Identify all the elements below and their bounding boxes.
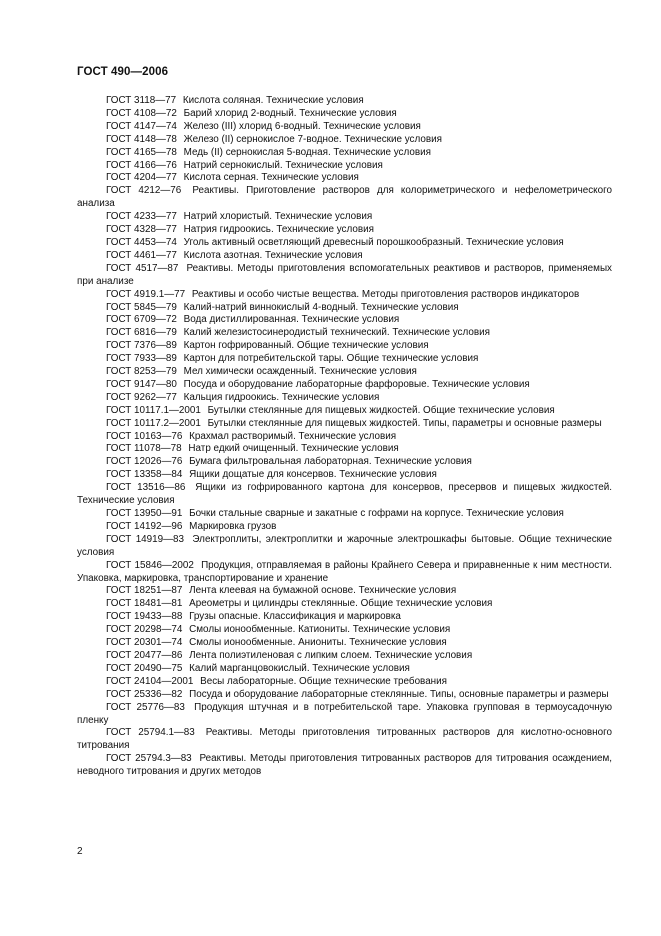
reference-item — [77, 211, 612, 224]
reference-item — [77, 418, 612, 431]
reference-item — [77, 650, 612, 663]
reference-title: Реактивы и особо чистые вещества. Методы приготовления растворов индикаторов — [191, 288, 580, 300]
reference-code: ГОСТ 4461—77 — [106, 249, 177, 261]
reference-code: ГОСТ 20298—74 — [106, 624, 183, 636]
reference-item — [77, 521, 612, 534]
reference-code: ГОСТ 6816—79 — [106, 327, 177, 339]
reference-code: ГОСТ 4165—78 — [106, 146, 177, 158]
reference-title: Реактивы. Методы приготовления титрованных растворов для титрования осаждением, неводного титрования и других методов — [77, 753, 613, 778]
reference-code: ГОСТ 7933—89 — [106, 353, 177, 365]
page-header-title: ГОСТ 490—2006 — [77, 66, 169, 78]
reference-item — [77, 456, 612, 469]
reference-title: Крахмал растворимый. Технические условия — [189, 430, 397, 442]
reference-code: ГОСТ 20490—75 — [106, 662, 183, 674]
reference-item — [77, 663, 612, 676]
reference-code: ГОСТ 10163—76 — [106, 430, 183, 442]
reference-title: Бутылки стеклянные для пищевых жидкостей. Общие технические условия — [207, 404, 555, 416]
reference-item — [77, 534, 612, 560]
reference-title: Ящики дощатые для консервов. Технические условия — [189, 469, 437, 481]
reference-item — [77, 727, 612, 753]
reference-item — [77, 108, 612, 121]
reference-title: Грузы опасные. Классификация и маркировка — [189, 611, 401, 623]
reference-title: Бутылки стеклянные для пищевых жидкостей. Типы, параметры и основные размеры — [207, 417, 602, 429]
reference-title: Калий марганцовокислый. Технические условия — [189, 662, 410, 674]
reference-title: Лента клеевая на бумажной основе. Технические условия — [189, 585, 457, 597]
reference-code: ГОСТ 14919—83 — [106, 533, 185, 545]
reference-code: ГОСТ 13358—84 — [106, 469, 183, 481]
reference-item — [77, 598, 612, 611]
reference-item — [77, 160, 612, 173]
reference-item — [77, 224, 612, 237]
reference-code: ГОСТ 4919.1—77 — [106, 288, 186, 300]
reference-item — [77, 263, 612, 289]
reference-list — [77, 95, 612, 779]
reference-item — [77, 676, 612, 689]
reference-item — [77, 624, 612, 637]
reference-title: Смолы ионообменные. Аниониты. Технические условия — [189, 637, 447, 649]
reference-code: ГОСТ 19433—88 — [106, 611, 183, 623]
reference-item — [77, 327, 612, 340]
reference-title: Калий-натрий виннокислый 4-водный. Технические условия — [183, 301, 459, 313]
reference-item — [77, 302, 612, 315]
reference-code: ГОСТ 25794.3—83 — [106, 753, 192, 765]
reference-code: ГОСТ 20301—74 — [106, 637, 183, 649]
reference-title: Медь (II) сернокислая 5-водная. Технические условия — [183, 146, 431, 158]
reference-item — [77, 443, 612, 456]
reference-title: Натрий хлористый. Технические условия — [183, 211, 373, 223]
reference-title: Натрий сернокислый. Технические условия — [183, 159, 383, 171]
reference-title: Реактивы. Методы приготовления титрованных растворов для кислотно-основного титрования — [77, 727, 612, 752]
reference-code: ГОСТ 4108—72 — [106, 107, 177, 119]
reference-item — [77, 121, 612, 134]
reference-code: ГОСТ 18481—81 — [106, 598, 183, 610]
reference-item — [77, 508, 612, 521]
reference-item — [77, 702, 612, 728]
reference-code: ГОСТ 25794.1—83 — [106, 727, 195, 739]
reference-code: ГОСТ 4233—77 — [106, 211, 177, 223]
reference-item — [77, 340, 612, 353]
reference-title: Электроплиты, электроплитки и жарочные электрошкафы бытовые. Общие технические условия — [77, 533, 612, 558]
reference-title: Ареометры и цилиндры стеклянные. Общие технические условия — [189, 598, 493, 610]
reference-code: ГОСТ 11078—78 — [106, 443, 182, 455]
reference-item — [77, 431, 612, 444]
reference-title: Продукция штучная и в потребительской таре. Упаковка групповая в термоусадочную пленку — [77, 701, 613, 726]
reference-title: Ящики из гофрированного картона для консервов, пресервов и пищевых жидкостей. Технические условия — [77, 482, 612, 507]
reference-code: ГОСТ 4204—77 — [106, 172, 177, 184]
reference-item — [77, 585, 612, 598]
reference-title: Посуда и оборудование лабораторные стеклянные. Типы, основные параметры и размеры — [189, 688, 609, 700]
reference-code: ГОСТ 9147—80 — [106, 378, 177, 390]
reference-title: Продукция, отправляемая в районы Крайнего Севера и приравненные к ним местности. Упаковка, маркировка, транспортирование и хранение — [77, 559, 612, 584]
reference-title: Кальция гидроокись. Технические условия — [183, 391, 380, 403]
reference-title: Кислота азотная. Технические условия — [183, 249, 363, 261]
reference-code: ГОСТ 4166—76 — [106, 159, 177, 171]
reference-code: ГОСТ 25336—82 — [106, 688, 183, 700]
reference-title: Кислота серная. Технические условия — [183, 172, 359, 184]
reference-item — [77, 469, 612, 482]
reference-code: ГОСТ 20477—86 — [106, 649, 183, 661]
reference-item — [77, 637, 612, 650]
reference-item — [77, 172, 612, 185]
reference-title: Кислота соляная. Технические условия — [182, 95, 364, 106]
reference-item — [77, 95, 612, 108]
reference-code: ГОСТ 3118—77 — [106, 95, 177, 106]
reference-title: Реактивы. Методы приготовления вспомогательных реактивов и растворов, применяемых при анализе — [77, 262, 612, 287]
reference-title: Лента полиэтиленовая с липким слоем. Технические условия — [189, 649, 473, 661]
reference-title: Картон гофрированный. Общие технические условия — [183, 340, 429, 352]
reference-item — [77, 314, 612, 327]
reference-title: Реактивы. Приготовление растворов для колориметрического и нефелометрического анализа — [77, 185, 612, 210]
reference-item — [77, 237, 612, 250]
reference-title: Маркировка грузов — [189, 520, 277, 532]
reference-code: ГОСТ 9262—77 — [106, 391, 177, 403]
reference-code: ГОСТ 10117.2—2001 — [106, 417, 201, 429]
reference-title: Картон для потребительской тары. Общие технические условия — [183, 353, 479, 365]
reference-code: ГОСТ 4147—74 — [106, 120, 177, 132]
reference-code: ГОСТ 4148—78 — [106, 133, 177, 145]
reference-item — [77, 379, 612, 392]
reference-title: Калий железистосинеродистый технический. Технические условия — [183, 327, 490, 339]
reference-code: ГОСТ 13950—91 — [106, 508, 183, 519]
reference-item — [77, 753, 612, 779]
reference-title: Барий хлорид 2-водный. Технические условия — [183, 107, 397, 119]
page-number: 2 — [77, 846, 83, 857]
reference-item — [77, 147, 612, 160]
reference-code: ГОСТ 13516—86 — [106, 482, 186, 494]
reference-item — [77, 353, 612, 366]
reference-code: ГОСТ 5845—79 — [106, 301, 177, 313]
reference-title: Натр едкий очищенный. Технические условия — [188, 443, 399, 455]
reference-title: Мел химически осажденный. Технические условия — [183, 366, 417, 378]
reference-item — [77, 689, 612, 702]
reference-code: ГОСТ 10117.1—2001 — [106, 404, 201, 416]
reference-code: ГОСТ 6709—72 — [106, 314, 177, 326]
reference-code: ГОСТ 12026—76 — [106, 456, 183, 468]
reference-title: Посуда и оборудование лабораторные фарфоровые. Технические условия — [183, 378, 530, 390]
reference-item — [77, 482, 612, 508]
reference-item — [77, 611, 612, 624]
reference-code: ГОСТ 4517—87 — [106, 262, 179, 274]
reference-code: ГОСТ 18251—87 — [106, 585, 183, 597]
reference-code: ГОСТ 15846—2002 — [106, 559, 194, 571]
reference-code: ГОСТ 4328—77 — [106, 224, 177, 236]
reference-title: Смолы ионообменные. Катиониты. Технические условия — [189, 624, 451, 636]
reference-code: ГОСТ 8253—79 — [106, 366, 177, 378]
reference-title: Вода дистиллированная. Технические условия — [183, 314, 400, 326]
reference-code: ГОСТ 4453—74 — [106, 236, 177, 248]
reference-code: ГОСТ 24104—2001 — [106, 675, 194, 687]
reference-title: Бочки стальные сварные и закатные с гофрами на корпусе. Технические условия — [189, 508, 564, 519]
reference-title: Бумага фильтровальная лабораторная. Технические условия — [189, 456, 472, 468]
reference-item — [77, 185, 612, 211]
reference-item — [77, 366, 612, 379]
reference-title: Железо (II) сернокислое 7-водное. Технические условия — [183, 133, 442, 145]
reference-item — [77, 560, 612, 586]
reference-title: Уголь активный осветляющий древесный порошкообразный. Технические условия — [183, 236, 564, 248]
reference-item — [77, 392, 612, 405]
reference-code: ГОСТ 14192—96 — [106, 520, 183, 532]
reference-code: ГОСТ 4212—76 — [106, 185, 182, 197]
reference-code: ГОСТ 7376—89 — [106, 340, 177, 352]
reference-code: ГОСТ 25776—83 — [106, 701, 185, 713]
reference-item — [77, 250, 612, 263]
reference-title: Железо (III) хлорид 6-водный. Технические условия — [183, 120, 421, 132]
reference-item — [77, 289, 612, 302]
reference-title: Весы лабораторные. Общие технические требования — [200, 675, 448, 687]
reference-item — [77, 405, 612, 418]
reference-title: Натрия гидроокись. Технические условия — [183, 224, 374, 236]
reference-item — [77, 134, 612, 147]
